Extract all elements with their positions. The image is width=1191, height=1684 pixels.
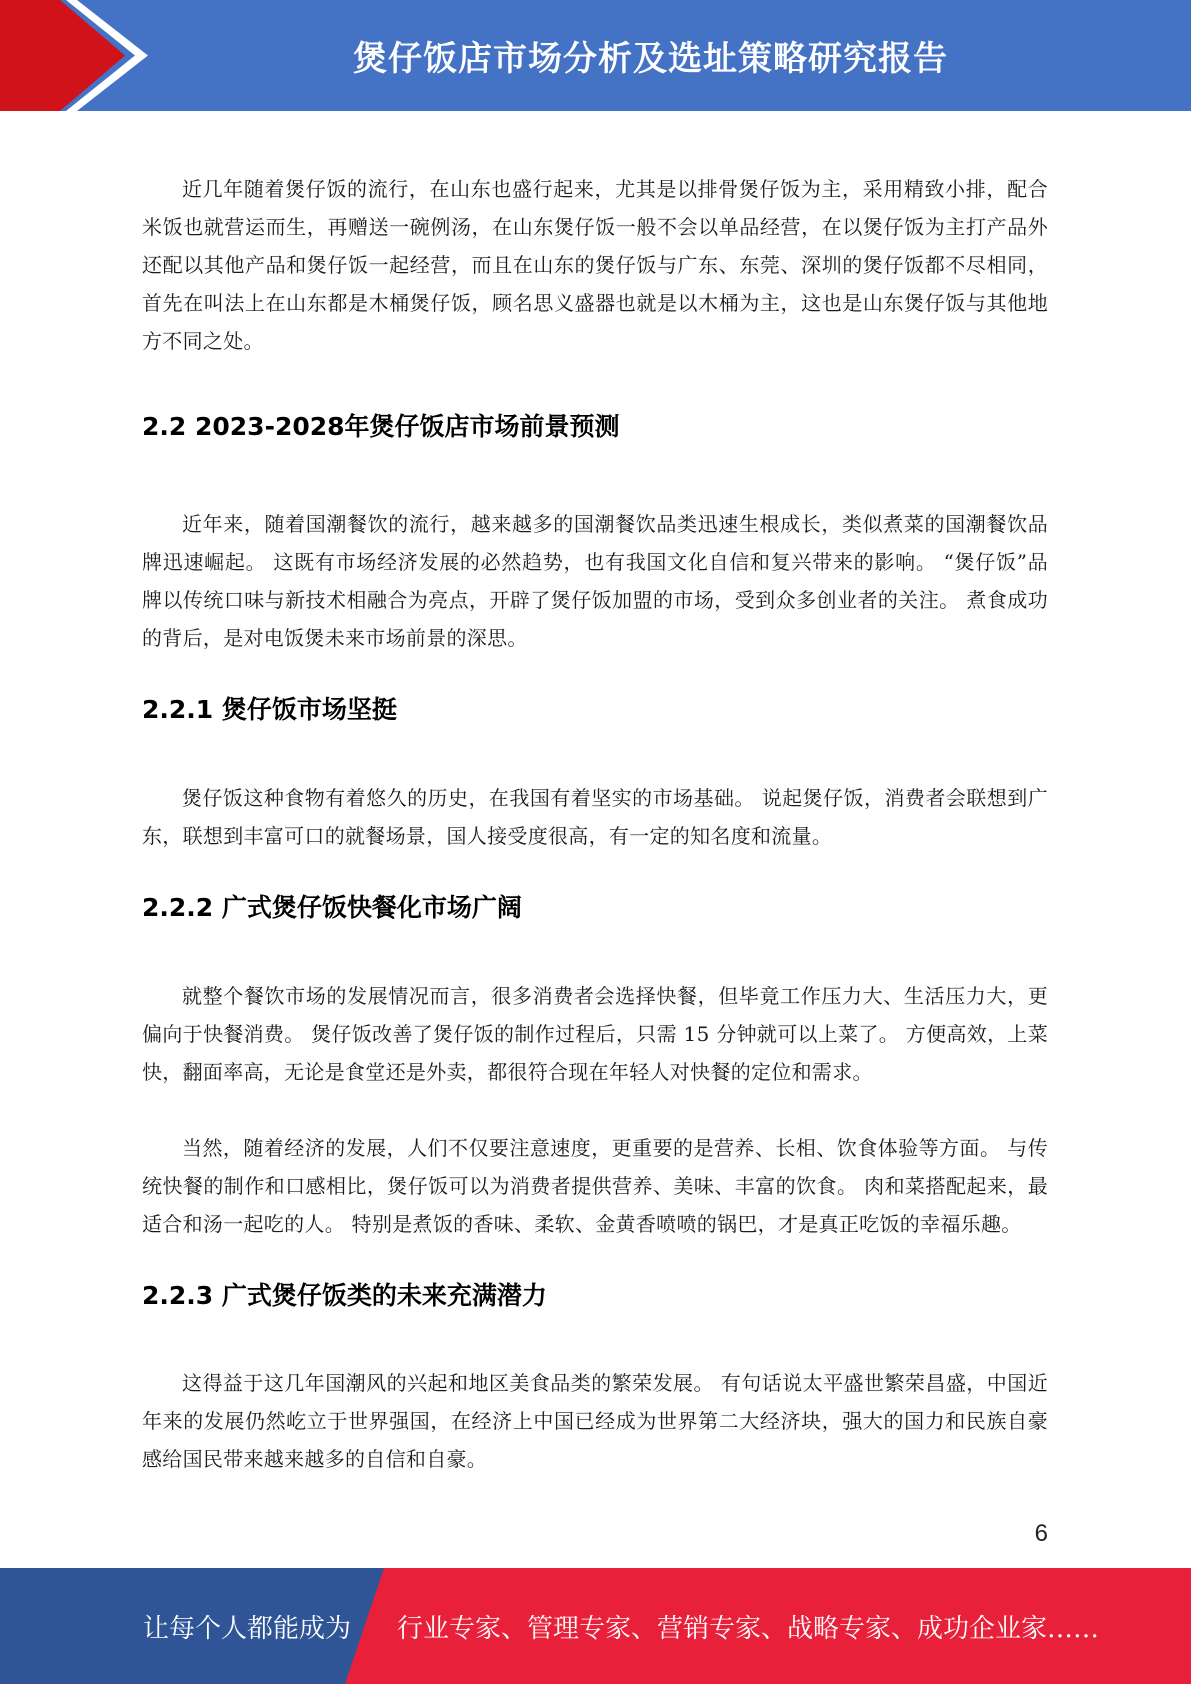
page-footer [0,1568,1191,1684]
footer-slogan-left: 让每个人都能成为 [143,1613,352,1644]
section-heading-2-2-1: 2.2.1 煲仔饭市场坚挺 [142,695,397,724]
page-content [142,170,1048,1478]
page-header [0,0,1191,111]
report-title: 煲仔饭店市场分析及选址策略研究报告 [353,39,948,79]
page-number: 6 [1034,1520,1048,1547]
intro-paragraph: 近几年随着煲仔饭的流行，在山东也盛行起来，尤其是以排骨煲仔饭为主，采用精致小排，配合米饭也就营运而生，再赠送一碗例汤，在山东煲仔饭一般不会以单品经营，在以煲仔饭为主打产品外还配以其他产品和煲仔饭一起经营，而且在山东的煲仔饭与广东、东莞、深圳的煲仔饭都不尽相同，首先在叫法上在山东都是木桶煲仔饭，顾名思义盛器也就是以木桶为主，这也是山东煲仔饭与其他地方不同之处。 [142,177,1048,353]
nutrition-paragraph: 当然，随着经济的发展，人们不仅要注意速度，更重要的是营养、长相、饮食体验等方面。 与传统快餐的制作和口感相比，煲仔饭可以为消费者提供营养、美味、丰富的饮食。 肉和菜搭配起来，最适合和汤一起吃的人。 特别是煮饭的香味、柔软、金黄香喷喷的锅巴，才是真正吃饭的幸福乐趣。 [142,1136,1048,1236]
section-heading-2-2: 2.2 2023-2028年煲仔饭店市场前景预测 [142,412,620,441]
fast-food-paragraph: 就整个餐饮市场的发展情况而言，很多消费者会选择快餐，但毕竟工作压力大、生活压力大，更偏向于快餐消费。 煲仔饭改善了煲仔饭的制作过程后，只需 15 分钟就可以上菜了。 方便高效，上菜快，翻面率高，无论是食堂还是外卖，都很符合现在年轻人对快餐的定位和需求。 [142,984,1048,1084]
section-heading-2-2-2: 2.2.2 广式煲仔饭快餐化市场广阔 [142,893,522,922]
footer-slogan-right: 行业专家、管理专家、营销专家、战略专家、成功企业家…… [397,1613,1100,1644]
market-stable-paragraph: 煲仔饭这种食物有着悠久的历史，在我国有着坚实的市场基础。 说起煲仔饭，消费者会联想到广东，联想到丰富可口的就餐场景，国人接受度很高，有一定的知名度和流量。 [142,786,1048,848]
future-potential-paragraph: 这得益于这几年国潮风的兴起和地区美食品类的繁荣发展。 有句话说太平盛世繁荣昌盛，中国近年来的发展仍然屹立于世界强国，在经济上中国已经成为世界第二大经济块，强大的国力和民族自豪感给国民带来越来越多的自信和自豪。 [142,1371,1048,1471]
market-outlook-paragraph: 近年来，随着国潮餐饮的流行，越来越多的国潮餐饮品类迅速生根成长，类似煮菜的国潮餐饮品牌迅速崛起。 这既有市场经济发展的必然趋势，也有我国文化自信和复兴带来的影响。 “煲仔饭”品牌以传统口味与新技术相融合为亮点，开辟了煲仔饭加盟的市场，受到众多创业者的关注。 煮食成功的背后，是对电饭煲未来市场前景的深思。 [142,512,1048,650]
section-heading-2-2-3: 2.2.3 广式煲仔饭类的未来充满潜力 [142,1281,547,1310]
red-arrow-icon [0,0,160,111]
